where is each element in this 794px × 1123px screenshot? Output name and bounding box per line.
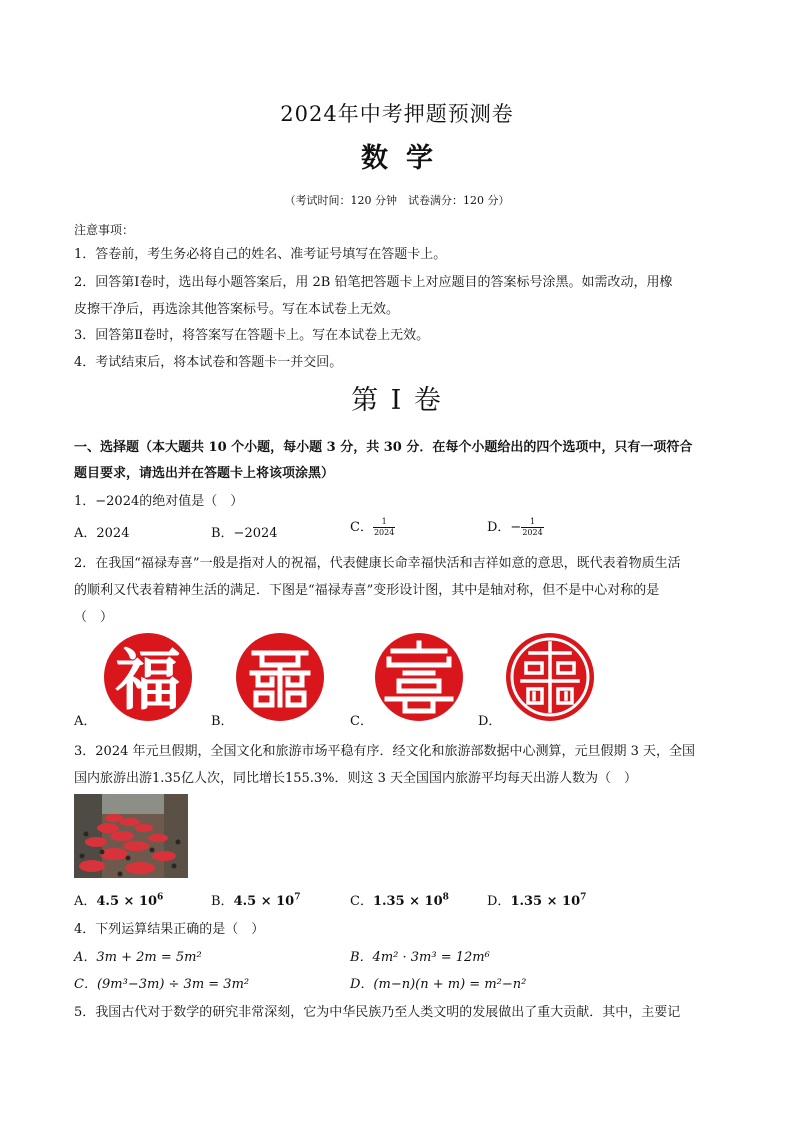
volume-title: 第 I 卷 xyxy=(351,385,443,416)
q4-option-c: C．(9m³−3m) ÷ 3m = 3m² xyxy=(74,977,250,992)
q3-c-label: C． xyxy=(350,894,373,909)
q2-option-d: D． xyxy=(478,714,502,729)
q3-d-label: D． xyxy=(487,894,511,909)
q2-option-b: B． xyxy=(211,714,234,729)
q4-option-b: B．4m² · 3m³ = 12m⁶ xyxy=(350,950,490,965)
q1-option-c-label: C． xyxy=(350,520,373,535)
q1-option-a: A．2024 xyxy=(74,526,130,541)
seal-lu-image xyxy=(236,633,324,721)
q2-option-c: C． xyxy=(350,714,373,729)
q3-b-label: B． xyxy=(211,894,234,909)
q1-d-numerator: 1 xyxy=(521,517,543,528)
q3-d-exponent: 7 xyxy=(580,892,587,903)
q5-line1: 5．我国古代对于数学的研究非常深刻，它为中华民族乃至人类文明的发展做出了重大贡献．其中，主要记 xyxy=(74,1005,681,1020)
note-item-4: 4．考试结束后，将本试卷和答题卡一并交回。 xyxy=(74,355,343,370)
q3-b-base: 4.5 × 10 xyxy=(233,894,295,909)
q3-line1: 3．2024 年元旦假期，全国文化和旅游市场平稳有序．经文化和旅游部数据中心测算，元旦假期 3 天，全国 xyxy=(74,744,696,759)
q1-option-d-fraction xyxy=(521,517,543,538)
q1-option-b: B．−2024 xyxy=(211,526,278,541)
section1-intro-line1: 一、选择题（本大题共 10 个小题，每小题 3 分，共 30 分．在每个小题给出的四个选项中，只有一项符合 xyxy=(74,440,693,455)
q1-stem: 1．−2024的绝对值是（ ） xyxy=(74,494,244,509)
seal-fu-image xyxy=(104,633,192,721)
seal-xi-image xyxy=(506,633,594,721)
q1-option-c xyxy=(350,516,395,538)
q3-c-base: 1.35 × 10 xyxy=(372,894,443,909)
q4-option-a: A．3m + 2m = 5m² xyxy=(74,950,202,965)
q3-option-b xyxy=(211,890,300,909)
note-item-1: 1．答卷前，考生务必将自己的姓名、准考证号填写在答题卡上。 xyxy=(74,247,447,262)
note-item-3: 3．回答第Ⅱ卷时，将答案写在答题卡上。写在本试卷上无效。 xyxy=(74,328,430,343)
q3-a-exponent: 6 xyxy=(157,892,164,903)
q1-option-c-fraction xyxy=(373,517,395,538)
q4-stem: 4．下列运算结果正确的是（ ） xyxy=(74,922,265,937)
q1-c-denominator: 2024 xyxy=(373,528,395,537)
q2-line1: 2．在我国“福禄寿喜”一般是指对人的祝福，代表健康长命幸福快活和吉祥如意的意思，既代表着物质生活 xyxy=(74,556,681,571)
q1-option-d-label: D．− xyxy=(487,520,522,535)
q3-line2: 国内旅游出游1.35亿人次，同比增长155.3%．则这 3 天全国国内旅游平均每天出游人数为（ ） xyxy=(74,771,638,786)
q2-line3: （ ） xyxy=(74,610,114,625)
note-item-2-cont: 皮擦干净后，再选涂其他答案标号。写在本试卷上无效。 xyxy=(74,302,400,317)
q3-c-exponent: 8 xyxy=(442,892,449,903)
seal-a-glyph: 福 xyxy=(115,642,181,719)
q3-b-exponent: 7 xyxy=(294,892,301,903)
q3-option-d xyxy=(487,890,586,909)
q1-c-numerator: 1 xyxy=(373,517,395,528)
exam-title: 2024年中考押题预测卷 xyxy=(280,102,514,126)
q4-option-d: D．(m−n)(n + m) = m²−n² xyxy=(350,977,527,992)
q2-option-a: A． xyxy=(74,714,97,729)
q3-option-c xyxy=(350,890,449,909)
note-item-2: 2．回答第Ⅰ卷时，选出每小题答案后，用 2B 铅笔把答题卡上对应题目的答案标号涂黑。如需改动，用橡 xyxy=(74,275,673,290)
q1-d-denominator: 2024 xyxy=(522,528,543,537)
q3-d-base: 1.35 × 10 xyxy=(510,894,581,909)
q3-option-a xyxy=(74,890,163,909)
seal-shou-image xyxy=(375,633,463,721)
subject-title: 数学 xyxy=(361,143,451,174)
q3-a-base: 4.5 × 10 xyxy=(96,894,158,909)
q1-option-d xyxy=(487,516,544,538)
q3-a-label: A． xyxy=(74,894,97,909)
notes-heading: 注意事项： xyxy=(74,223,135,237)
tourism-crowd-photo xyxy=(74,794,188,878)
q2-line2: 的顺利又代表着精神生活的满足．下图是“福禄寿喜”变形设计图，其中是轴对称，但不是中心对称的是 xyxy=(74,583,660,598)
section1-intro-line2: 题目要求，请选出并在答题卡上将该项涂黑） xyxy=(74,466,335,481)
exam-info: （考试时间：120 分钟 试卷满分：120 分） xyxy=(284,194,510,207)
